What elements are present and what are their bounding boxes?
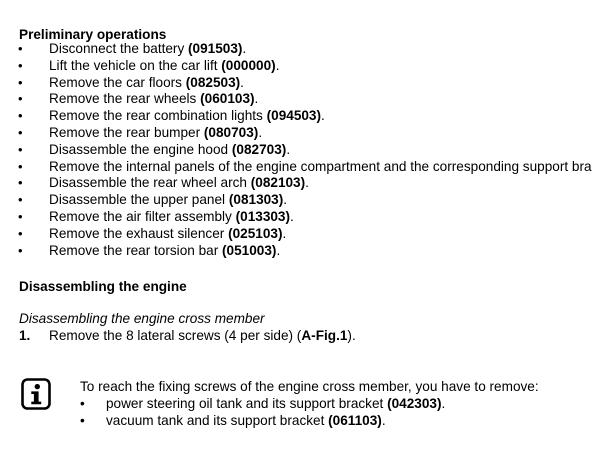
operation-text: Disassemble the engine hood (082703). [49, 141, 291, 157]
bullet-icon: • [18, 74, 23, 90]
operation-text: Remove the exhaust silencer (025103). [49, 225, 287, 241]
operation-text: Disconnect the battery (091503). [49, 41, 247, 56]
note-intro: To reach the fixing screws of the engine cross member, you have to remove: [80, 379, 539, 394]
operation-text: Disassemble the rear wheel arch (082103). [49, 175, 309, 191]
note-item-text: vacuum tank and its support bracket (061103). [106, 413, 386, 428]
preliminary-heading: Preliminary operations [19, 27, 167, 42]
bullet-icon: • [18, 57, 23, 73]
bullet-icon: • [18, 91, 23, 107]
bullet-icon: • [18, 141, 23, 157]
step-number: 1. [19, 328, 31, 343]
bullet-icon: • [18, 225, 23, 241]
operation-text: Disassemble the upper panel (081303). [49, 192, 288, 208]
bullet-icon: • [18, 175, 23, 191]
operation-text: Remove the car floors (082503). [49, 74, 244, 90]
note-item-text: power steering oil tank and its support bracket (042303). [106, 396, 446, 411]
bullet-icon: • [80, 413, 85, 428]
disassembling-subheading: Disassembling the engine cross member [19, 311, 265, 326]
bullet-icon: • [18, 208, 23, 224]
disassembling-heading: Disassembling the engine [19, 279, 187, 294]
operation-text: Remove the air filter assembly (013303). [49, 208, 294, 224]
bullet-icon: • [18, 192, 23, 208]
operation-text: Lift the vehicle on the car lift (000000). [49, 57, 280, 73]
bullet-icon: • [18, 242, 23, 258]
step-text: Remove the 8 lateral screws (4 per side) (A-Fig.1). [49, 328, 356, 343]
bullet-icon: • [18, 41, 23, 56]
figure-reference: A-Fig.1 [301, 328, 348, 343]
operation-text: Remove the internal panels of the engine compartment and the corresponding support bra [49, 158, 592, 174]
operation-text: Remove the rear torsion bar (051003). [49, 242, 281, 258]
operation-text: Remove the rear wheels (060103). [49, 91, 259, 107]
bullet-icon: • [18, 108, 23, 124]
bullet-icon: • [80, 396, 85, 411]
bullet-icon: • [18, 124, 23, 140]
operation-text: Remove the rear combination lights (094503). [49, 108, 325, 124]
info-icon [21, 378, 51, 410]
bullet-icon: • [18, 158, 23, 174]
operation-text: Remove the rear bumper (080703). [49, 124, 263, 140]
